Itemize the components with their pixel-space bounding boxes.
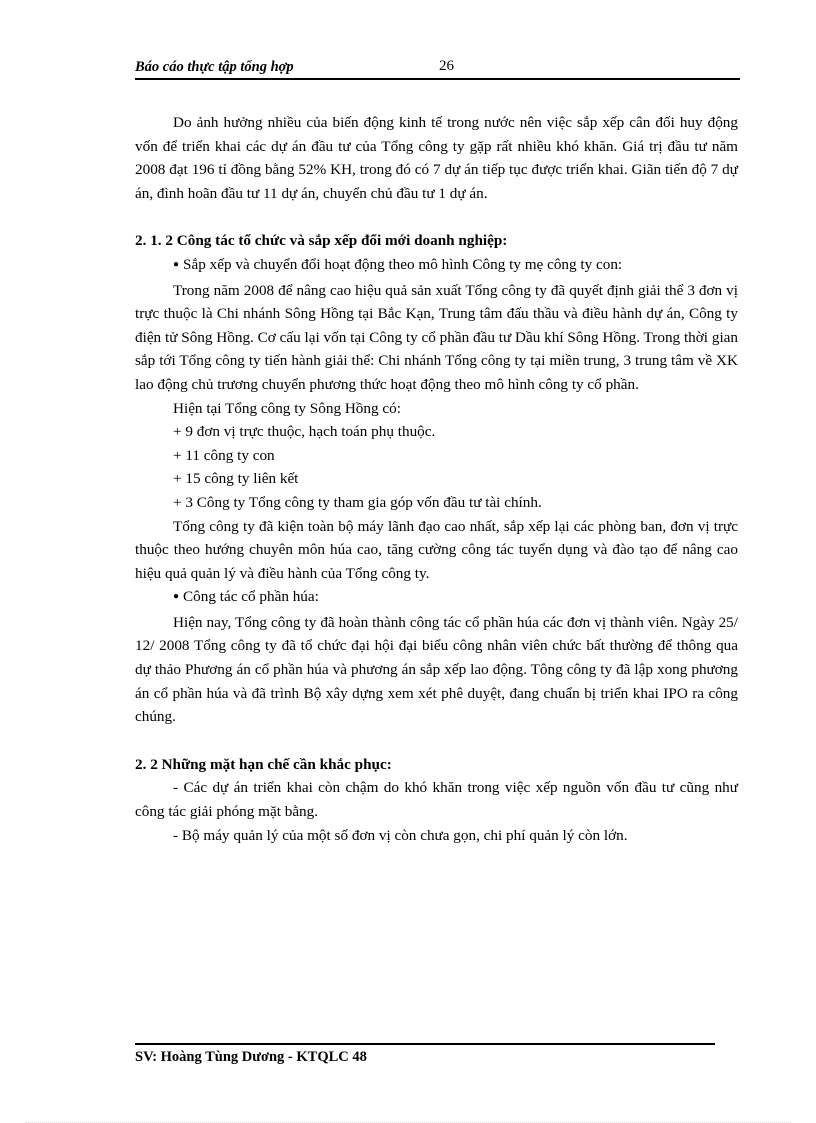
paragraph-leadership: Tổng công ty đã kiện toàn bộ máy lãnh đạo cao nhất, sắp xếp lại các phòng ban, đơn vị trực thuộc theo hướng chuyên môn húa cao, tăng cường công tác tuyển dụng và đào tạo để nâng cao hiệu quả quản lý và điều hành của Tổng công ty. xyxy=(135,517,738,582)
list-item: + 15 công ty liên kết xyxy=(173,470,299,488)
list-item: + 9 đơn vị trực thuộc, hạch toán phụ thuộc. xyxy=(173,423,436,441)
limitation-item: - Các dự án triển khai còn chậm do khó khăn trong việc xếp nguồn vốn đầu tư cũng như công tác giải phóng mặt bằng. xyxy=(135,779,738,821)
limitation-item: - Bộ máy quản lý của một số đơn vị còn chưa gọn, chi phí quản lý còn lớn. xyxy=(173,826,628,844)
page-header xyxy=(135,58,740,80)
paragraph-2008-restructure: Trong năm 2008 để nâng cao hiệu quả sản xuất Tổng công ty đã quyết định giải thể 3 đơn vị trực thuộc là Chi nhánh Sông Hồng tại Bắc Kạn, Trung tâm đấu thầu và điều hành dự án, Công ty điện tử Sông Hồng. Cơ cấu lại vốn tại Công ty cổ phần đầu tư Dầu khí Sông Hồng. Trong thời gian sắp tới Tổng công ty tiến hành giải thể: Chi nhánh Tổng công ty tại miền trung, 3 trung tâm về XK lao động chủ trương chuyển phương thức hoạt động theo mô hình công ty cổ phần. xyxy=(135,281,738,393)
document-body xyxy=(135,111,738,847)
section-heading-2-1-2: 2. 1. 2 Công tác tổ chức và sắp xếp đổi mới doanh nghiệp: xyxy=(135,232,508,250)
header-title: Báo cáo thực tập tổng hợp xyxy=(135,59,294,75)
paragraph-current-structure: Hiện tại Tổng công ty Sông Hồng có: xyxy=(173,399,401,417)
list-item: + 3 Công ty Tổng công ty tham gia góp vốn đầu tư tài chính. xyxy=(173,493,542,511)
paragraph-investment: Do ảnh hưởng nhiều của biến động kinh tế trong nước nên việc sắp xếp cân đối huy động vốn để triển khai các dự án đầu tư của Tổng công ty gặp rất nhiều khó khăn. Giá trị đầu tư năm 2008 đạt 196 tỉ đồng bằng 52% KH, trong đó có 7 dự án tiếp tục được triển khai. Giãn tiến độ 7 dự án, đình hoãn đầu tư 11 dự án, chuyển chủ đầu tư 1 dự án. xyxy=(135,114,738,202)
bullet-restructuring: ● Sắp xếp và chuyển đổi hoạt động theo mô hình Công ty mẹ công ty con: xyxy=(135,253,738,279)
bullet-equitization: ● Công tác cổ phần húa: xyxy=(135,585,738,611)
section-heading-2-2: 2. 2 Những mặt hạn chế cần khắc phục: xyxy=(135,755,392,773)
footer-divider xyxy=(135,1043,715,1045)
footer-author: SV: Hoàng Tùng Dương - KTQLC 48 xyxy=(135,1049,367,1065)
paragraph-equitization: Hiện nay, Tổng công ty đã hoàn thành công tác cổ phần húa các đơn vị thành viên. Ngày 25/ 12/ 2008 Tổng công ty đã tổ chức đại hội đại biểu công nhân viên chức bất thường để thông qua dự thảo Phương án cổ phần húa và phương án sắp xếp lao động. Tông công ty đã lập xong phương án cổ phần húa và đã trình Bộ xây dựng xem xét phê duyệt, đang chuẩn bị triển khai IPO ra công chúng. xyxy=(135,613,738,726)
list-item: + 11 công ty con xyxy=(173,446,275,464)
page-number: 26 xyxy=(439,58,454,74)
